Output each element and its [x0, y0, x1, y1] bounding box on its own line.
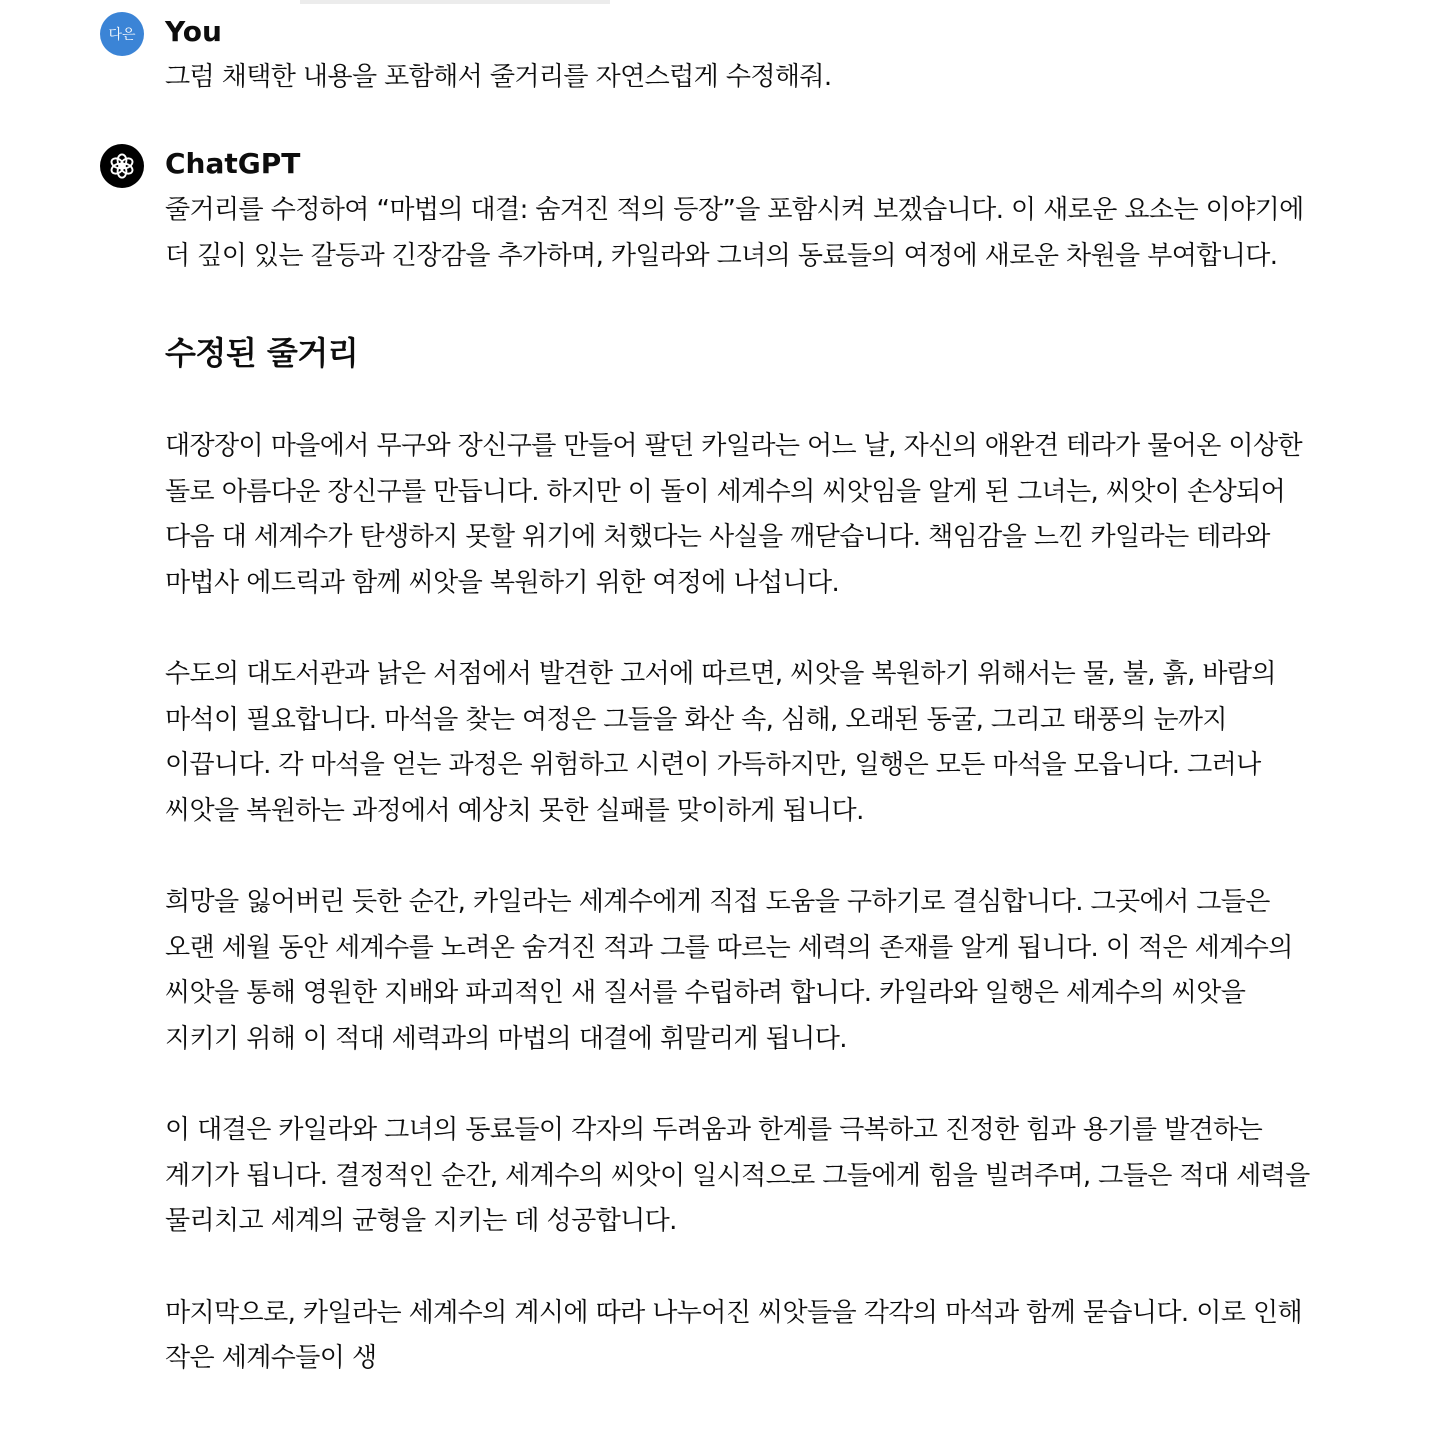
- scroll-remnant: [300, 0, 610, 4]
- story-paragraph: 희망을 잃어버린 듯한 순간, 카일라는 세계수에게 직접 도움을 구하기로 결심합니다. 그곳에서 그들은 오랜 세월 동안 세계수를 노려온 숨겨진 적과 그를 따르는 세력의 존재를 알게 됩니다. 이 적은 세계수의 씨앗을 통해 영원한 지배와 파괴적인 새 질서를 수립하려 합니다. 카일라와 일행은 세계수의 씨앗을 지키기 위해 이 적대 세력과의 마법의 대결에 휘말리게 됩니다.: [165, 887, 1293, 1054]
- openai-logo-icon: [107, 151, 137, 181]
- assistant-name: ChatGPT: [165, 147, 301, 180]
- section-heading: 수정된 줄거리: [165, 334, 359, 372]
- story-paragraph: 이 대결은 카일라와 그녀의 동료들이 각자의 두려움과 한계를 극복하고 진정한 힘과 용기를 발견하는 계기가 됩니다. 결정적인 순간, 세계수의 씨앗이 일시적으로 그들에게 힘을 빌려주며, 그들은 적대 세력을 물리치고 세계의 균형을 지키는 데 성공합니다.: [165, 1115, 1310, 1236]
- assistant-message-text: [165, 188, 1315, 1428]
- story-paragraph: 마지막으로, 카일라는 세계수의 계시에 따라 나누어진 씨앗들을 각각의 마석과 함께 묻습니다. 이로 인해 작은 세계수들이 생: [165, 1297, 1302, 1373]
- user-avatar: [100, 12, 144, 56]
- story-paragraph: 대장장이 마을에서 무구와 장신구를 만들어 팔던 카일라는 어느 날, 자신의 애완견 테라가 물어온 이상한 돌로 아름다운 장신구를 만듭니다. 하지만 이 돌이 세계수의 씨앗임을 알게 된 그녀는, 씨앗이 손상되어 다음 대 세계수가 탄생하지 못할 위기에 처했다는 사실을 깨닫습니다. 책임감을 느낀 카일라는 테라와 마법사 에드릭과 함께 씨앗을 복원하기 위한 여정에 나섭니다.: [165, 431, 1302, 598]
- user-message-body: 그럼 채택한 내용을 포함해서 줄거리를 자연스럽게 수정해줘.: [165, 62, 832, 92]
- assistant-intro: 줄거리를 수정하여 “마법의 대결: 숨겨진 적의 등장”을 포함시켜 보겠습니다. 이 새로운 요소는 이야기에 더 깊이 있는 갈등과 긴장감을 추가하며, 카일라와 그녀의 동료들의 여정에 새로운 차원을 부여합니다.: [165, 195, 1304, 271]
- user-name: You: [165, 15, 222, 48]
- story-paragraph: 수도의 대도서관과 낡은 서점에서 발견한 고서에 따르면, 씨앗을 복원하기 위해서는 물, 불, 흙, 바람의 마석이 필요합니다. 마석을 찾는 여정은 그들을 화산 속, 심해, 오래된 동굴, 그리고 태풍의 눈까지 이끕니다. 각 마석을 얻는 과정은 위험하고 시련이 가득하지만, 일행은 모든 마석을 모읍니다. 그러나 씨앗을 복원하는 과정에서 예상치 못한 실패를 맞이하게 됩니다.: [165, 659, 1276, 826]
- assistant-avatar: [100, 144, 144, 188]
- user-avatar-text: 다은: [108, 27, 136, 43]
- user-message-text: [165, 55, 1315, 101]
